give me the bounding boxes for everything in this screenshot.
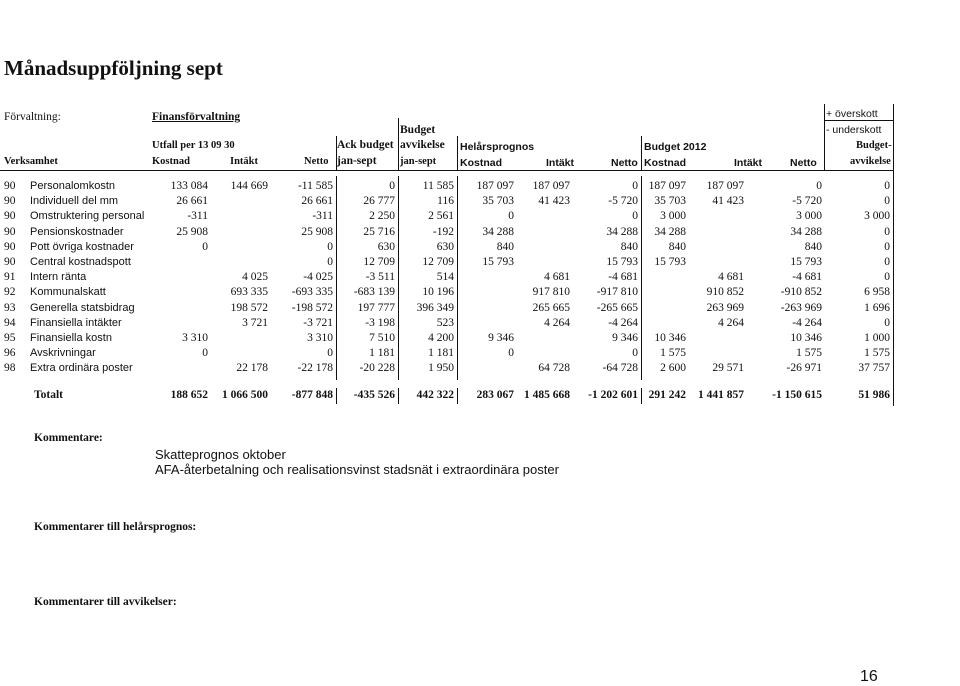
helarsprognos-label: Helårsprognos [460,141,535,153]
kostnad-header-2: Kostnad [460,157,502,169]
cell-budget-avvikelse-total: 0 [884,271,890,284]
verksamhet-label: Verksamhet [4,156,58,167]
header-divider [641,136,642,170]
row-code: 96 [4,347,16,360]
cell-netto: -311 [312,210,333,223]
budget2012-label: Budget 2012 [644,141,707,153]
cell-budget-avvikelse-total: 0 [884,225,890,238]
cell-prognos-netto: 840 [620,240,638,253]
cell-budget2012-netto: 15 793 [790,256,822,268]
cell-budget2012-intakt: 4 264 [718,316,744,329]
cell-budget-avvikelse-total: 6 958 [864,286,890,299]
cell-budget-avvikelse: 11 585 [422,180,454,192]
cell-ack-budget: 2 250 [369,210,395,223]
row-code: 90 [4,180,16,192]
cell-intakt: 144 669 [230,180,268,192]
cell-intakt: 3 721 [242,316,268,329]
row-code: 98 [4,362,16,375]
row-code: 90 [4,225,16,238]
cell-intakt: 22 178 [236,362,268,375]
avvikelse-label: avvikelse [400,139,445,151]
cell-prognos-intakt: 4 264 [544,316,570,329]
row-label: Finansiella kostn [30,332,112,344]
avvikelse-header-2: avvikelse [850,156,891,167]
cell-netto: -4 025 [303,271,333,284]
total-prognos-netto: -1 202 601 [588,389,638,401]
cell-prognos-kostnad: 34 288 [482,225,514,238]
cell-netto: -198 572 [291,301,333,314]
row-code: 92 [4,286,16,299]
cell-prognos-netto: 15 793 [606,256,638,268]
total-budget2012-kostnad: 291 242 [648,389,686,401]
cell-prognos-intakt: 187 097 [532,180,570,192]
row-label: Finansiella intäkter [30,316,122,329]
cell-netto: 25 908 [301,225,333,238]
cell-budget-avvikelse: 10 196 [422,286,454,299]
netto-header-2: Netto [611,157,638,169]
cell-kostnad: 0 [202,240,208,253]
cell-ack-budget: 26 777 [363,195,395,208]
row-code: 94 [4,316,16,329]
cell-budget2012-netto: 3 000 [796,210,822,223]
cell-intakt: 4 025 [242,271,268,284]
cell-prognos-netto: 0 [632,347,638,360]
page-title: Månadsuppföljning sept [4,56,223,80]
column-divider [336,176,337,380]
netto-header: Netto [304,156,329,167]
column-divider [398,176,399,380]
cell-budget-avvikelse-total: 1 000 [864,332,890,344]
cell-budget2012-kostnad: 840 [668,240,686,253]
cell-kostnad: 0 [202,347,208,360]
cell-budget2012-kostnad: 187 097 [648,180,686,192]
cell-prognos-intakt: 4 681 [544,271,570,284]
page-number: 16 [860,668,878,685]
cell-prognos-netto: 34 288 [606,225,638,238]
cell-budget2012-intakt: 263 969 [706,301,744,314]
kostnad-header: Kostnad [152,156,190,167]
row-label: Extra ordinära poster [30,362,133,375]
intakt-header: Intäkt [230,156,259,167]
cell-prognos-kostnad: 15 793 [482,256,514,268]
header-divider [336,136,337,170]
cell-budget2012-netto: 840 [804,240,822,253]
row-code: 90 [4,210,16,223]
column-divider [641,388,642,404]
cell-budget2012-netto: -26 971 [786,362,822,375]
total-prognos-intakt: 1 485 668 [524,389,570,401]
jan-sept-header: jan-sept [337,155,377,167]
comment-line-2: AFA-återbetalning och realisationsvinst stadsnät i extraordinära poster [155,462,559,477]
intakt-header-3: Intäkt [734,157,763,169]
cell-prognos-netto: -917 810 [596,286,638,299]
cell-budget2012-netto: -910 852 [780,286,822,299]
cell-budget-avvikelse-total: 0 [884,316,890,329]
cell-netto: -3 721 [303,316,333,329]
cell-netto: 0 [327,256,333,268]
cell-ack-budget: -20 228 [359,362,395,375]
cell-ack-budget: 0 [389,180,395,192]
ack-budget-label: Ack budget [337,139,394,151]
cell-budget2012-netto: 34 288 [790,225,822,238]
cell-budget-avvikelse: 514 [436,271,454,284]
cell-budget2012-intakt: 910 852 [706,286,744,299]
cell-budget2012-intakt: 187 097 [706,180,744,192]
cell-prognos-kostnad: 840 [496,240,514,253]
cell-budget2012-kostnad: 34 288 [654,225,686,238]
total-budget-avvikelse: 442 322 [416,389,454,401]
row-label: Intern ränta [30,271,87,284]
cell-budget-avvikelse-total: 1 575 [864,347,890,360]
avvikelser-comments-label: Kommentarer till avvikelser: [34,596,177,608]
cell-prognos-intakt: 41 423 [538,195,570,208]
cell-budget2012-netto: -4 264 [792,316,822,329]
cell-netto: 0 [327,347,333,360]
cell-ack-budget: 630 [377,240,395,253]
cell-netto: 3 310 [307,332,333,344]
column-divider [398,388,399,404]
cell-prognos-kostnad: 0 [508,210,514,223]
cell-prognos-netto: -4 264 [608,316,638,329]
cell-budget-avvikelse-total: 0 [884,180,890,192]
comments-label: Kommentare: [34,432,103,444]
cell-netto: 0 [327,240,333,253]
cell-budget-avvikelse: 396 349 [416,301,454,314]
cell-budget-avvikelse-total: 0 [884,240,890,253]
header-divider [457,136,458,170]
budget-dash-label: Budget- [856,140,892,151]
cell-budget2012-intakt: 4 681 [718,271,744,284]
cell-budget2012-kostnad: 2 600 [660,362,686,375]
cell-prognos-netto: 0 [632,210,638,223]
helarsprognos-comments-label: Kommentarer till helårsprognos: [34,521,197,533]
row-label: Pott övriga kostnader [30,240,134,253]
cell-budget2012-netto: 0 [816,180,822,192]
column-divider [641,176,642,380]
cell-prognos-intakt: 265 665 [532,301,570,314]
column-divider [336,388,337,404]
cell-budget-avvikelse: 12 709 [422,256,454,268]
cell-ack-budget: -683 139 [353,286,395,299]
cell-prognos-netto: 9 346 [612,332,638,344]
row-code: 91 [4,271,16,284]
cell-budget-avvikelse-total: 0 [884,256,890,268]
cell-kostnad: 25 908 [176,225,208,238]
total-label: Totalt [34,389,63,401]
row-label: Generella statsbidrag [30,301,135,314]
total-intakt: 1 066 500 [222,389,268,401]
row-label: Central kostnadspott [30,256,131,268]
cell-budget2012-netto: 1 575 [796,347,822,360]
cell-budget-avvikelse-total: 3 000 [864,210,890,223]
cell-budget2012-netto: -4 681 [792,271,822,284]
cell-prognos-netto: -64 728 [602,362,638,375]
total-ack-budget: -435 526 [353,389,395,401]
cell-budget2012-kostnad: 35 703 [654,195,686,208]
underskott-label: - underskott [826,124,882,136]
budget-label: Budget [400,124,436,136]
row-label: Kommunalskatt [30,286,106,299]
cell-budget2012-netto: -5 720 [792,195,822,208]
cell-intakt: 693 335 [230,286,268,299]
cell-prognos-kostnad: 0 [508,347,514,360]
header-underline [0,170,894,171]
cell-kostnad: 133 084 [170,180,208,192]
header-divider [824,104,825,170]
header-box-line [824,120,894,121]
cell-budget2012-kostnad: 10 346 [654,332,686,344]
cell-ack-budget: -3 511 [365,271,395,284]
cell-budget2012-kostnad: 1 575 [660,347,686,360]
cell-budget-avvikelse-total: 37 757 [858,362,890,375]
cell-budget-avvikelse-total: 1 696 [864,301,890,314]
column-divider [457,388,458,404]
row-label: Avskrivningar [30,347,96,360]
cell-prognos-netto: -4 681 [608,271,638,284]
row-code: 93 [4,301,16,314]
cell-budget2012-intakt: 41 423 [712,195,744,208]
cell-prognos-netto: -265 665 [596,301,638,314]
row-code: 90 [4,240,16,253]
cell-budget-avvikelse: 1 181 [428,347,454,360]
total-prognos-kostnad: 283 067 [476,389,514,401]
cell-intakt: 198 572 [230,301,268,314]
forvaltning-value: Finansförvaltning [152,111,241,123]
cell-budget2012-kostnad: 3 000 [660,210,686,223]
row-code: 90 [4,256,16,268]
cell-prognos-intakt: 917 810 [532,286,570,299]
cell-kostnad: -311 [187,210,208,223]
cell-prognos-netto: 0 [632,180,638,192]
cell-budget2012-kostnad: 15 793 [654,256,686,268]
header-divider [398,118,399,170]
cell-netto: -11 585 [297,180,333,192]
row-label: Individuell del mm [30,195,119,208]
cell-ack-budget: 7 510 [369,332,395,344]
cell-budget2012-netto: 10 346 [790,332,822,344]
cell-netto: 26 661 [301,195,333,208]
cell-budget-avvikelse: 116 [437,195,454,208]
intakt-header-2: Intäkt [546,157,575,169]
cell-prognos-kostnad: 9 346 [488,332,514,344]
right-border [893,104,894,406]
cell-budget-avvikelse-total: 0 [884,195,890,208]
row-code: 90 [4,195,16,208]
utfall-label: Utfall per 13 09 30 [152,140,235,151]
cell-kostnad: 26 661 [176,195,208,208]
cell-prognos-kostnad: 187 097 [476,180,514,192]
cell-prognos-intakt: 64 728 [538,362,570,375]
overskott-label: + överskott [826,108,878,120]
cell-budget2012-netto: -263 969 [780,301,822,314]
cell-budget-avvikelse: -192 [432,225,454,238]
cell-ack-budget: 197 777 [357,301,395,314]
cell-ack-budget: 12 709 [363,256,395,268]
total-netto: -877 848 [291,389,333,401]
total-budget2012-intakt: 1 441 857 [698,389,744,401]
cell-budget-avvikelse: 4 200 [428,332,454,344]
column-divider [457,176,458,380]
cell-ack-budget: 1 181 [369,347,395,360]
total-budget2012-netto: -1 150 615 [772,389,822,401]
cell-kostnad: 3 310 [182,332,208,344]
row-code: 95 [4,332,16,344]
total-budget-avvikelse-total: 51 986 [858,389,890,401]
comment-line-1: Skatteprognos oktober [155,447,286,462]
cell-budget-avvikelse: 1 950 [428,362,454,375]
cell-netto: -22 178 [297,362,333,375]
cell-netto: -693 335 [291,286,333,299]
cell-budget-avvikelse: 2 561 [428,210,454,223]
cell-budget2012-intakt: 29 571 [712,362,744,375]
row-label: Omstruktering personal [30,210,145,223]
cell-prognos-kostnad: 35 703 [482,195,514,208]
cell-ack-budget: -3 198 [365,316,395,329]
netto-header-3: Netto [790,157,817,169]
row-label: Pensionskostnader [30,225,124,238]
kostnad-header-3: Kostnad [644,157,686,169]
total-kostnad: 188 652 [170,389,208,401]
jan-sept-header-2: jan-sept [400,156,437,167]
cell-budget-avvikelse: 630 [436,240,454,253]
cell-budget-avvikelse: 523 [436,316,454,329]
cell-prognos-netto: -5 720 [608,195,638,208]
forvaltning-label: Förvaltning: [4,111,61,123]
cell-ack-budget: 25 716 [363,225,395,238]
row-label: Personalomkostn [30,180,115,192]
